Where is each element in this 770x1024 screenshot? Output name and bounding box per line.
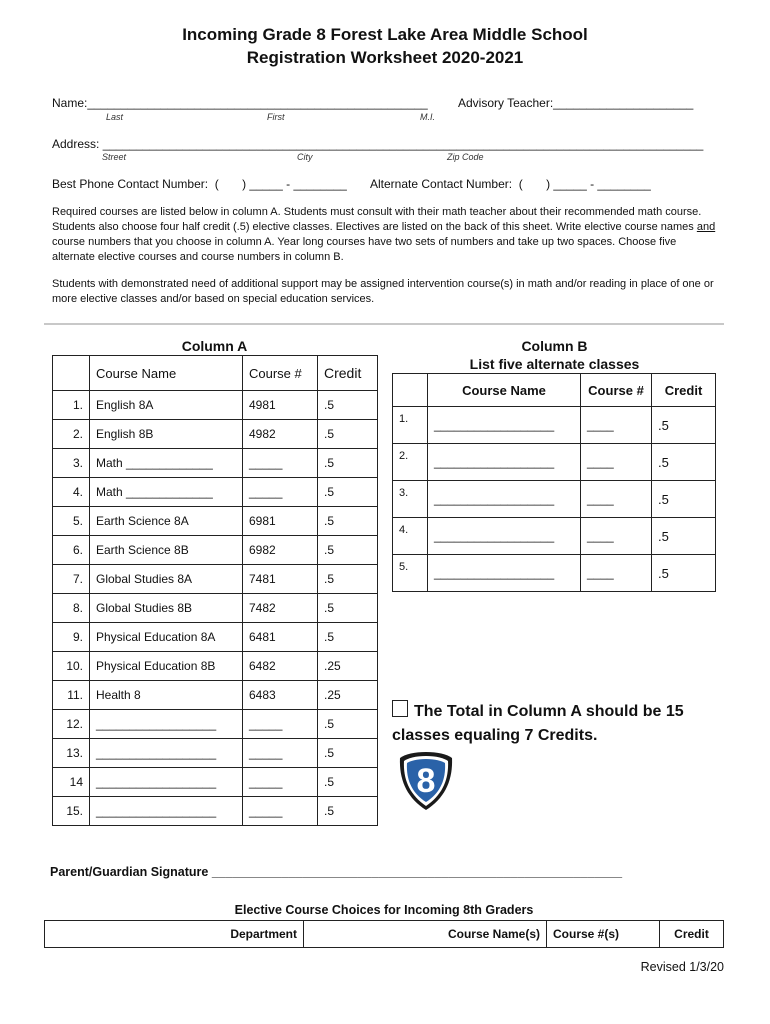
- column-a-row-index: 5.: [53, 507, 90, 536]
- column-a-course-name[interactable]: __________________: [90, 739, 243, 768]
- signature-field[interactable]: ___________________________________________________________: [211, 865, 623, 879]
- caption-zip: Zip Code: [447, 152, 484, 162]
- caption-street: Street: [102, 152, 127, 162]
- column-a-row-index: 9.: [53, 623, 90, 652]
- column-a-row: [53, 565, 378, 594]
- grade-8-shield-icon: [397, 750, 455, 812]
- column-a-row: [53, 681, 378, 710]
- column-b-course-number[interactable]: ____: [581, 444, 652, 481]
- column-a-course-number[interactable]: _____: [243, 710, 318, 739]
- column-b-credit: .5: [652, 555, 716, 592]
- column-a-course-name[interactable]: __________________: [90, 797, 243, 826]
- column-a-credit: .5: [318, 391, 378, 420]
- page-title: Incoming Grade 8 Forest Lake Area Middle School: [182, 25, 588, 44]
- column-a-row: [53, 507, 378, 536]
- column-b-credit: .5: [652, 518, 716, 555]
- column-a-row: [53, 594, 378, 623]
- column-a-course-number: 4981: [243, 391, 318, 420]
- column-a-course-number[interactable]: _____: [243, 797, 318, 826]
- column-a-course-name: Global Studies 8A: [90, 565, 243, 594]
- electives-department-header: Department: [45, 921, 304, 948]
- column-b-row: [393, 555, 716, 592]
- column-b-subheading: List five alternate classes: [469, 356, 640, 372]
- column-a-row: [53, 710, 378, 739]
- column-a-course-number: 6982: [243, 536, 318, 565]
- column-a-row: [53, 739, 378, 768]
- column-a-course-number: 6981: [243, 507, 318, 536]
- column-b-row: [393, 407, 716, 444]
- column-b-table: [392, 373, 716, 592]
- signature-row: [50, 865, 622, 879]
- column-a-row-index: 6.: [53, 536, 90, 565]
- column-a-credit: .5: [318, 478, 378, 507]
- column-b-course-name[interactable]: __________________: [428, 444, 581, 481]
- column-a-credit: .5: [318, 623, 378, 652]
- column-a-course-number[interactable]: _____: [243, 478, 318, 507]
- column-a-row-index: 12.: [53, 710, 90, 739]
- column-a-credit: .5: [318, 739, 378, 768]
- column-a-credit: .5: [318, 420, 378, 449]
- column-a-row-index: 10.: [53, 652, 90, 681]
- total-checkbox[interactable]: [392, 700, 408, 717]
- electives-credit-header: Credit: [660, 921, 724, 948]
- advisory-field[interactable]: _____________________: [553, 96, 694, 110]
- column-a-row: [53, 536, 378, 565]
- column-b-credit-header: Credit: [652, 374, 716, 407]
- column-a-row-index: 2.: [53, 420, 90, 449]
- column-a-credit: .5: [318, 565, 378, 594]
- electives-table: [44, 920, 724, 948]
- column-a-course-number: 6482: [243, 652, 318, 681]
- column-b-row-index: 1.: [393, 407, 428, 444]
- advisory-row: [458, 96, 693, 110]
- column-a-header-row: [53, 356, 378, 391]
- column-a-row-index: 4.: [53, 478, 90, 507]
- instructions-paragraph-2: Students with demonstrated need of additional support may be assigned intervention course(s) in math and/or reading in place of one or more elective classes and/or based on special education services.: [52, 278, 714, 305]
- column-a-row-index: 11.: [53, 681, 90, 710]
- column-a-row-index: 13.: [53, 739, 90, 768]
- column-a-credit: .25: [318, 681, 378, 710]
- column-a-index-header: [53, 356, 90, 391]
- column-a-credit: .5: [318, 536, 378, 565]
- name-label: Name:: [52, 96, 88, 110]
- column-a-table: [52, 355, 378, 826]
- column-b-course-name[interactable]: __________________: [428, 555, 581, 592]
- column-a-course-num-header: Course #: [243, 356, 318, 391]
- column-a-row: [53, 478, 378, 507]
- column-a-credit: .25: [318, 652, 378, 681]
- column-a-heading: Column A: [181, 338, 248, 354]
- column-a-credit: .5: [318, 449, 378, 478]
- column-a-course-number: 7481: [243, 565, 318, 594]
- column-b-row: [393, 444, 716, 481]
- column-a-course-name[interactable]: __________________: [90, 710, 243, 739]
- electives-course-nums-header: Course #(s): [547, 921, 660, 948]
- column-a-row: [53, 797, 378, 826]
- column-a-row: [53, 420, 378, 449]
- column-b-index-header: [393, 374, 428, 407]
- column-b-credit: .5: [652, 481, 716, 518]
- column-a-course-number: 6481: [243, 623, 318, 652]
- column-a-credit: .5: [318, 507, 378, 536]
- column-a-row-index: 1.: [53, 391, 90, 420]
- column-b-course-name-header: Course Name: [428, 374, 581, 407]
- column-b-row-index: 4.: [393, 518, 428, 555]
- column-a-course-name: Health 8: [90, 681, 243, 710]
- column-a-course-number: 4982: [243, 420, 318, 449]
- column-a-course-number: 7482: [243, 594, 318, 623]
- column-b-course-number[interactable]: ____: [581, 481, 652, 518]
- column-a-course-name[interactable]: __________________: [90, 768, 243, 797]
- column-a-row: [53, 652, 378, 681]
- advisory-label: Advisory Teacher:: [458, 96, 554, 110]
- column-a-row: [53, 623, 378, 652]
- column-b-credit: .5: [652, 407, 716, 444]
- column-b-course-number[interactable]: ____: [581, 518, 652, 555]
- column-a-credit: .5: [318, 594, 378, 623]
- name-row: [52, 96, 428, 110]
- column-a-credit: .5: [318, 797, 378, 826]
- column-a-course-number[interactable]: _____: [243, 739, 318, 768]
- column-a-course-name: Earth Science 8B: [90, 536, 243, 565]
- column-a-credit: .5: [318, 710, 378, 739]
- underlined-and: and: [696, 221, 716, 233]
- electives-course-names-header: Course Name(s): [304, 921, 547, 948]
- address-row: [52, 137, 712, 151]
- column-a-course-number[interactable]: _____: [243, 768, 318, 797]
- column-a-course-name: Physical Education 8A: [90, 623, 243, 652]
- column-b-course-num-header: Course #: [581, 374, 652, 407]
- column-a-course-name: Global Studies 8B: [90, 594, 243, 623]
- caption-last: Last: [106, 112, 124, 122]
- column-a-course-name: English 8B: [90, 420, 243, 449]
- column-a-credit-header: Credit: [318, 356, 378, 391]
- column-a-row: [53, 391, 378, 420]
- caption-mi: M.I.: [420, 112, 435, 122]
- phone-field[interactable]: Best Phone Contact Number: ( ) _____ - ________: [52, 177, 347, 191]
- column-b-course-name[interactable]: __________________: [428, 481, 581, 518]
- electives-header-row: [45, 921, 724, 948]
- column-b-course-number[interactable]: ____: [581, 555, 652, 592]
- column-b-row-index: 5.: [393, 555, 428, 592]
- column-a-row-index: 3.: [53, 449, 90, 478]
- divider: [44, 323, 724, 325]
- total-note-text: The Total in Column A should be 15 classes equaling 7 Credits.: [392, 703, 684, 744]
- column-b-credit: .5: [652, 444, 716, 481]
- column-a-course-name-header: Course Name: [90, 356, 243, 391]
- column-a-row-index: 15.: [53, 797, 90, 826]
- revised-date: Revised 1/3/20: [640, 960, 724, 974]
- column-a-course-name: Physical Education 8B: [90, 652, 243, 681]
- column-a-course-name[interactable]: Math _____________: [90, 449, 243, 478]
- signature-label: Parent/Guardian Signature: [50, 865, 209, 879]
- address-label: Address:: [52, 137, 100, 151]
- total-note: [392, 700, 732, 748]
- caption-first: First: [267, 112, 285, 122]
- badge-number: 8: [416, 762, 436, 800]
- column-b-row: [393, 481, 716, 518]
- caption-city: City: [297, 152, 313, 162]
- name-field[interactable]: ___________________________________________________: [87, 96, 428, 110]
- column-a-course-name: Earth Science 8A: [90, 507, 243, 536]
- alt-phone-field[interactable]: Alternate Contact Number: ( ) _____ - ________: [370, 177, 651, 191]
- column-a-row: [53, 449, 378, 478]
- column-a-row-index: 14: [53, 768, 90, 797]
- address-field[interactable]: __________________________________________________________________________________________: [102, 137, 704, 151]
- column-a-credit: .5: [318, 768, 378, 797]
- column-a-row-index: 7.: [53, 565, 90, 594]
- column-a-course-name: English 8A: [90, 391, 243, 420]
- column-b-header-row: [393, 374, 716, 407]
- column-b-course-name[interactable]: __________________: [428, 518, 581, 555]
- column-b-course-number[interactable]: ____: [581, 407, 652, 444]
- instructions-paragraph-1: Required courses are listed below in column A. Students must consult with their math teacher about their recommended math course. Students also choose four half credit (.5) elective classes. Electives are listed on the back of this sheet. Write elective course names and course numbers that you choose in column A. Year long courses have two sets of numbers and take up two spaces. Choose five alternate elective courses and course numbers in column B.: [52, 206, 716, 263]
- column-a-course-number: 6483: [243, 681, 318, 710]
- column-a-row: [53, 768, 378, 797]
- column-b-row-index: 2.: [393, 444, 428, 481]
- column-b-row: [393, 518, 716, 555]
- column-a-course-name[interactable]: Math _____________: [90, 478, 243, 507]
- column-a-row-index: 8.: [53, 594, 90, 623]
- column-a-course-number[interactable]: _____: [243, 449, 318, 478]
- column-b-heading: Column B: [521, 338, 588, 354]
- electives-title: Elective Course Choices for Incoming 8th Graders: [234, 903, 534, 917]
- page-subtitle: Registration Worksheet 2020-2021: [246, 48, 524, 67]
- column-b-course-name[interactable]: __________________: [428, 407, 581, 444]
- column-b-row-index: 3.: [393, 481, 428, 518]
